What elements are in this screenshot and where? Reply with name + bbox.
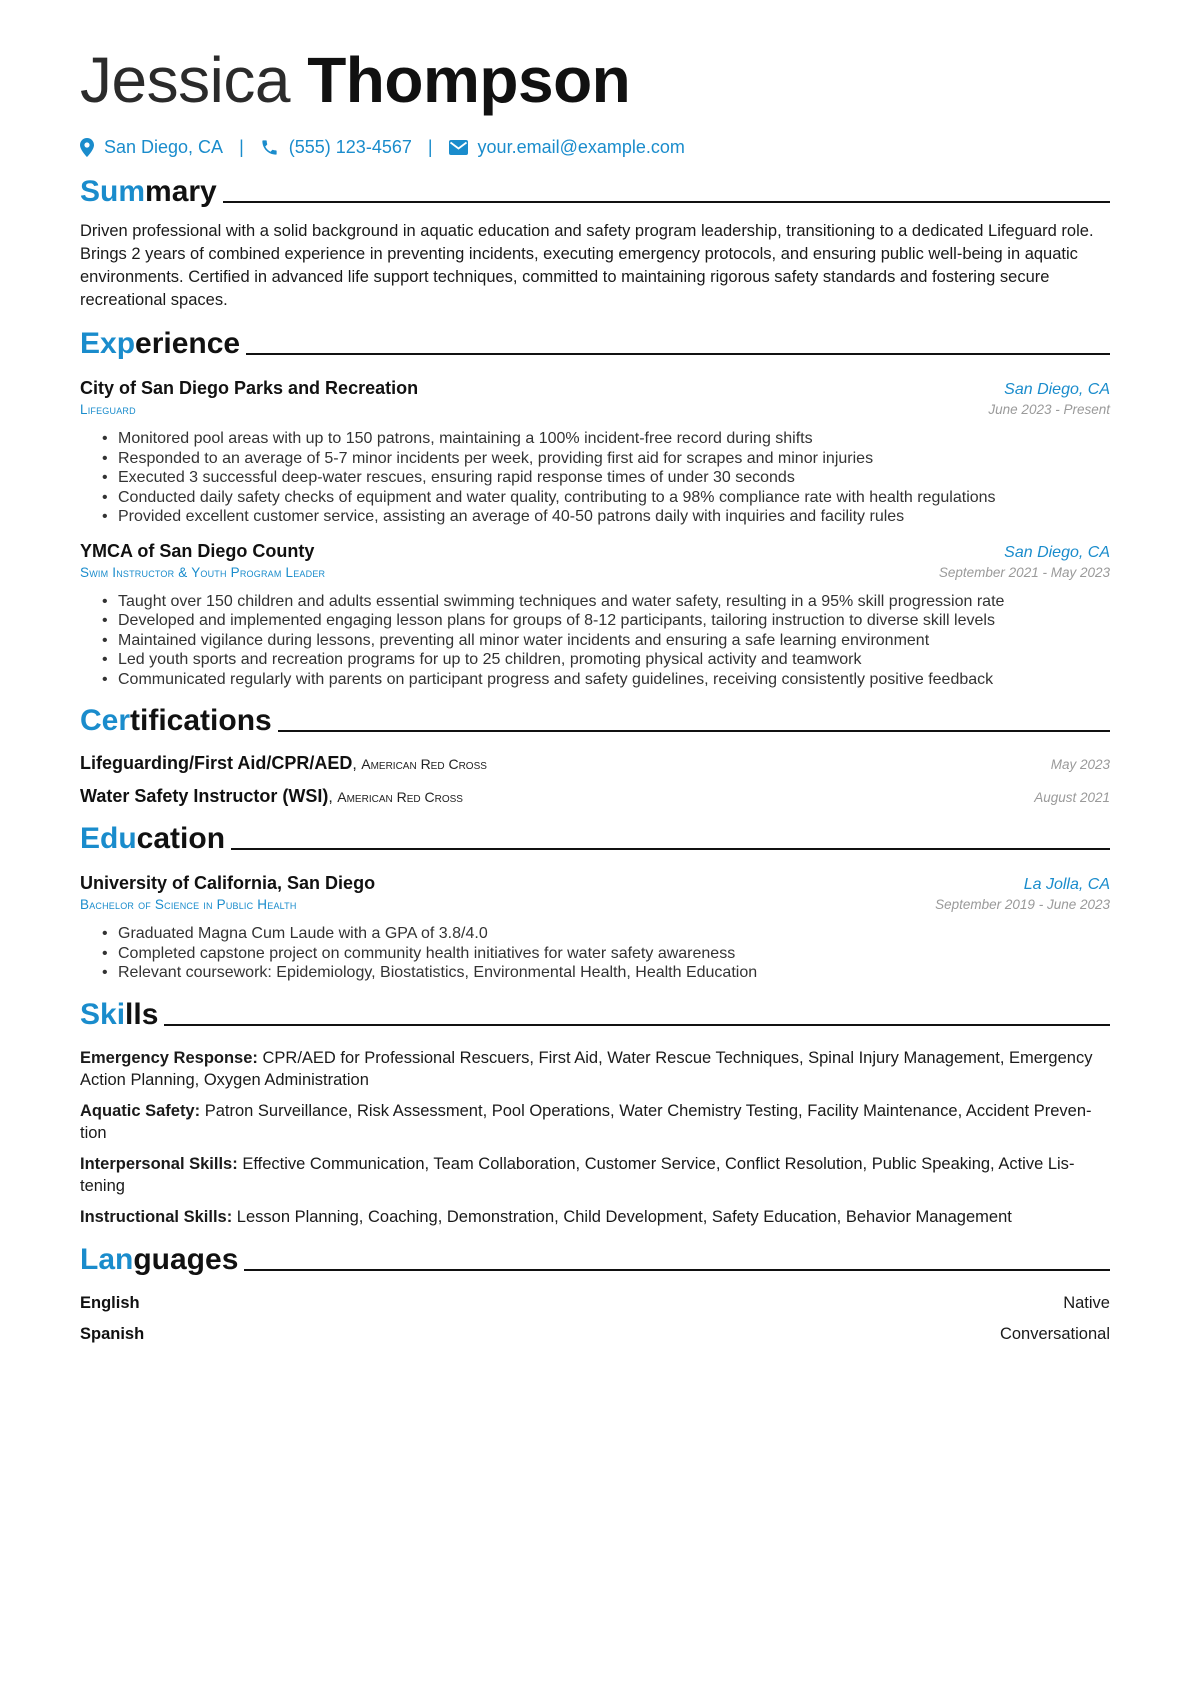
job-organization: City of San Diego Parks and Recreation [80,378,419,398]
experience-section [80,324,1110,689]
list-item: • Led youth sports and recreation programs for up to 25 children, promoting physical activity and teamwork [102,650,1110,670]
language-name: Spanish [80,1324,145,1343]
map-pin-icon [80,138,94,157]
certification-issuer: American Red Cross [361,756,487,772]
degree-name: Bachelor of Science in Public Health [80,897,297,912]
summary-text: Driven professional with a solid background in aquatic education and safety program leadership, transitioning to a dedicated Lifeguard role. Brings 2 years of combined experience in preventing incidents, executing emergency protocols, and ensuring public well-being in aquatic environments. Certified in advanced life support techniques, committed to maintaining rigorous safety standards and fostering secure recreational spaces. [80,222,1094,309]
job-location: San Diego, CA [1004,381,1110,398]
section-header [80,1240,1110,1278]
section-header [80,819,1110,857]
skill-group-label: Interpersonal Skills: [80,1154,238,1173]
phone-icon [260,138,279,157]
list-item: • Monitored pool areas with up to 150 patrons, maintaining a 100% incident-free record during shifts [102,429,1110,449]
language-name: English [80,1293,140,1312]
section-header [80,701,1110,739]
job-entry [80,541,1110,690]
list-item: • Executed 3 successful deep-water rescues, ensuring rapid response times of under 30 seconds [102,468,1110,488]
job-entry [80,378,1110,527]
envelope-icon [449,140,468,155]
skill-group [80,1100,1110,1144]
job-dates: September 2021 - May 2023 [938,564,1110,580]
section-header [80,995,1110,1033]
job-location: San Diego, CA [1004,543,1110,561]
list-item: • Relevant coursework: Epidemiology, Biostatistics, Environmental Health, Health Education [102,963,1110,983]
education-section [80,819,1110,983]
section-rule [244,1269,1110,1271]
section-title: Summary [80,175,217,208]
section-title: Certifications [80,704,272,737]
list-item: • Provided excellent customer service, assisting an average of 40-50 patrons daily with inquiries and facility rules [102,507,1110,527]
certification-name: Lifeguarding/First Aid/CPR/AED [80,753,353,773]
job-organization: YMCA of San Diego County [80,540,315,561]
job-role: Lifeguard [80,402,136,417]
job-bullets [102,429,1110,527]
job-role: Swim Instructor & Youth Program Leader [80,564,326,580]
education-bullets [102,924,1110,983]
certification-date: May 2023 [1050,757,1110,772]
section-rule [246,353,1110,355]
skill-group-items: Effective Communication, Team Collaboration, Customer Service, Conflict Resolution, Public Speaking, Active Listening [80,1154,1075,1195]
list-item: • Communicated regularly with parents on participant progress and safety guidelines, receiving consistently positive feedback [102,670,1110,690]
language-entry [80,1292,1110,1314]
school-location: La Jolla, CA [1023,876,1110,893]
list-item: • Developed and implemented engaging lesson plans for groups of 8-12 participants, tailoring instruction to diverse skill levels [102,611,1110,631]
certifications-section [80,701,1110,807]
section-rule [223,201,1110,203]
skill-group [80,1206,1110,1228]
education-entry [80,873,1110,983]
phone-item [260,137,412,158]
email-item [449,137,685,158]
section-header [80,172,1110,210]
skills-section [80,995,1110,1228]
skill-group-label: Emergency Response: [80,1048,258,1067]
last-name: Thompson [307,44,631,116]
certification-name: Water Safety Instructor (WSI) [80,786,329,806]
summary-section [80,172,1110,312]
contact-separator: | [239,136,244,157]
skill-group [80,1047,1110,1091]
phone-text[interactable]: (555) 123-4567 [288,136,412,157]
language-entry [80,1323,1110,1345]
skill-group-items: Lesson Planning, Coaching, Demonstration, Child Development, Safety Education, Behavior Management [236,1207,1012,1226]
skill-group-label: Instructional Skills: [80,1207,233,1226]
certification-issuer: American Red Cross [337,789,463,805]
list-item: • Graduated Magna Cum Laude with a GPA of 3.8/4.0 [102,924,1110,944]
section-rule [231,848,1110,850]
language-level: Conversational [999,1324,1110,1343]
languages-section [80,1240,1110,1345]
section-title: Skills [80,997,159,1031]
email-link[interactable]: your.email@example.com [477,136,685,157]
school-name: University of California, San Diego [80,873,376,893]
location-text: San Diego, CA [104,136,224,157]
location-item [80,137,223,158]
certification-entry: Water Safety Instructor (WSI), American Red Cross August 2021 [80,786,1110,806]
education-dates: September 2019 - June 2023 [935,897,1110,912]
list-item: • Maintained vigilance during lessons, preventing all minor water incidents and ensuring a safe learning environment [102,631,1110,651]
certification-date: August 2021 [1034,790,1110,805]
job-dates: June 2023 - Present [988,402,1110,417]
section-rule [278,730,1110,732]
list-item: • Responded to an average of 5-7 minor incidents per week, providing first aid for scrapes and minor injuries [102,449,1110,469]
language-level: Native [1063,1293,1110,1312]
section-title: Languages [80,1242,239,1276]
list-item: • Conducted daily safety checks of equipment and water quality, contributing to a 98% compliance rate with health regulations [102,488,1110,508]
list-item: • Taught over 150 children and adults essential swimming techniques and water safety, resulting in a 95% skill progression rate [102,592,1110,612]
skill-group-items: CPR/AED for Professional Rescuers, First Aid, Water Rescue Techniques, Spinal Injury Management, Emergency Action Planning, Oxygen Administration [80,1048,1093,1089]
list-item: • Completed capstone project on community health initiatives for water safety awareness [102,944,1110,964]
contact-line [80,134,1110,160]
first-name: Jessica [80,44,290,116]
section-title: Experience [80,327,241,360]
section-title: Education [80,822,226,855]
candidate-name [80,40,1110,120]
section-rule [164,1024,1110,1026]
skill-group-items: Patron Surveillance, Risk Assessment, Pool Operations, Water Chemistry Testing, Facility Maintenance, Accident Prevention [80,1101,1092,1142]
skill-group-label: Aquatic Safety: [80,1101,201,1120]
skill-group [80,1153,1110,1197]
contact-separator: | [427,136,433,157]
section-header [80,324,1110,362]
job-bullets [102,592,1110,690]
certification-entry: Lifeguarding/First Aid/CPR/AED, American Red Cross May 2023 [80,753,1110,773]
